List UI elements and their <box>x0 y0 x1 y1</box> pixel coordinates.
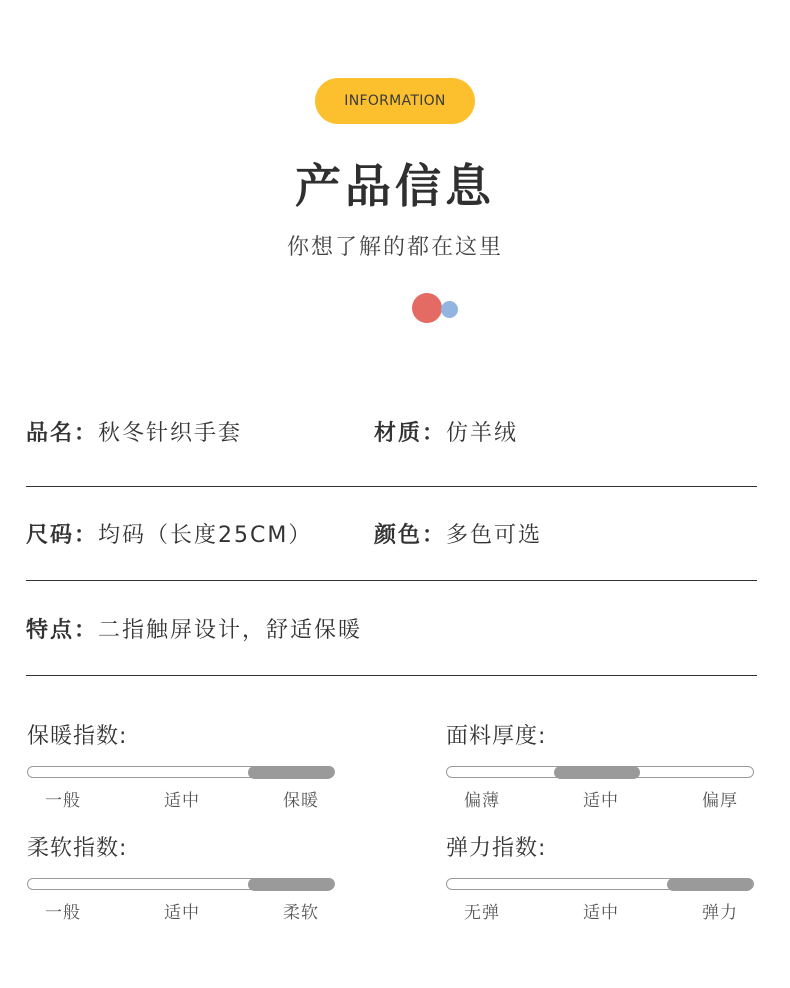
meter-track <box>446 766 754 778</box>
meter-warmth <box>27 722 337 811</box>
meter-tick-mid: 适中 <box>164 903 200 923</box>
meter-tick-high: 偏厚 <box>702 791 738 811</box>
material-label: 材质： <box>374 421 447 446</box>
meter-elasticity <box>446 834 756 923</box>
meter-thickness <box>446 722 756 811</box>
meter-tick-low: 一般 <box>45 903 81 923</box>
color-value: 多色可选 <box>446 523 543 548</box>
divider <box>26 580 757 581</box>
meter-softness <box>27 834 337 923</box>
meter-tick-low: 无弹 <box>464 903 500 923</box>
material-value: 仿羊绒 <box>446 421 519 446</box>
meter-track <box>446 878 754 890</box>
feature-label: 特点： <box>26 618 99 643</box>
meter-tick-low: 偏薄 <box>464 791 500 811</box>
product-name-label: 品名： <box>26 421 99 446</box>
info-row-size-color <box>26 518 757 549</box>
information-badge <box>315 78 475 124</box>
page-subtitle: 你想了解的都在这里 <box>286 235 503 260</box>
decor-dot-blue <box>441 301 458 318</box>
meter-title: 面料厚度: <box>446 724 547 749</box>
size-label: 尺码： <box>26 523 99 548</box>
decor-dot-red <box>412 293 442 323</box>
divider <box>26 675 757 676</box>
product-name-value: 秋冬针织手套 <box>98 421 243 446</box>
meter-track <box>27 878 335 890</box>
meter-tick-mid: 适中 <box>164 791 200 811</box>
meter-fill <box>667 878 753 891</box>
size-value: 均码（长度25CM） <box>98 523 313 548</box>
meter-title: 弹力指数: <box>446 836 547 861</box>
meter-title: 保暖指数: <box>27 724 128 749</box>
meter-title: 柔软指数: <box>27 836 128 861</box>
meter-tick-high: 弹力 <box>702 903 738 923</box>
meter-tick-high: 保暖 <box>283 791 319 811</box>
meter-fill <box>248 878 334 891</box>
information-badge-label: INFORMATION <box>344 93 446 109</box>
meter-fill <box>554 766 640 779</box>
meter-track <box>27 766 335 778</box>
page-title: 产品信息 <box>295 159 495 213</box>
info-row-name-material <box>26 416 757 447</box>
color-label: 颜色： <box>374 523 447 548</box>
meter-tick-mid: 适中 <box>583 791 619 811</box>
info-row-feature <box>26 613 757 644</box>
meter-tick-high: 柔软 <box>283 903 319 923</box>
meter-fill <box>248 766 334 779</box>
meter-tick-low: 一般 <box>45 791 81 811</box>
meter-tick-mid: 适中 <box>583 903 619 923</box>
feature-value: 二指触屏设计，舒适保暖 <box>98 618 363 643</box>
divider <box>26 486 757 487</box>
